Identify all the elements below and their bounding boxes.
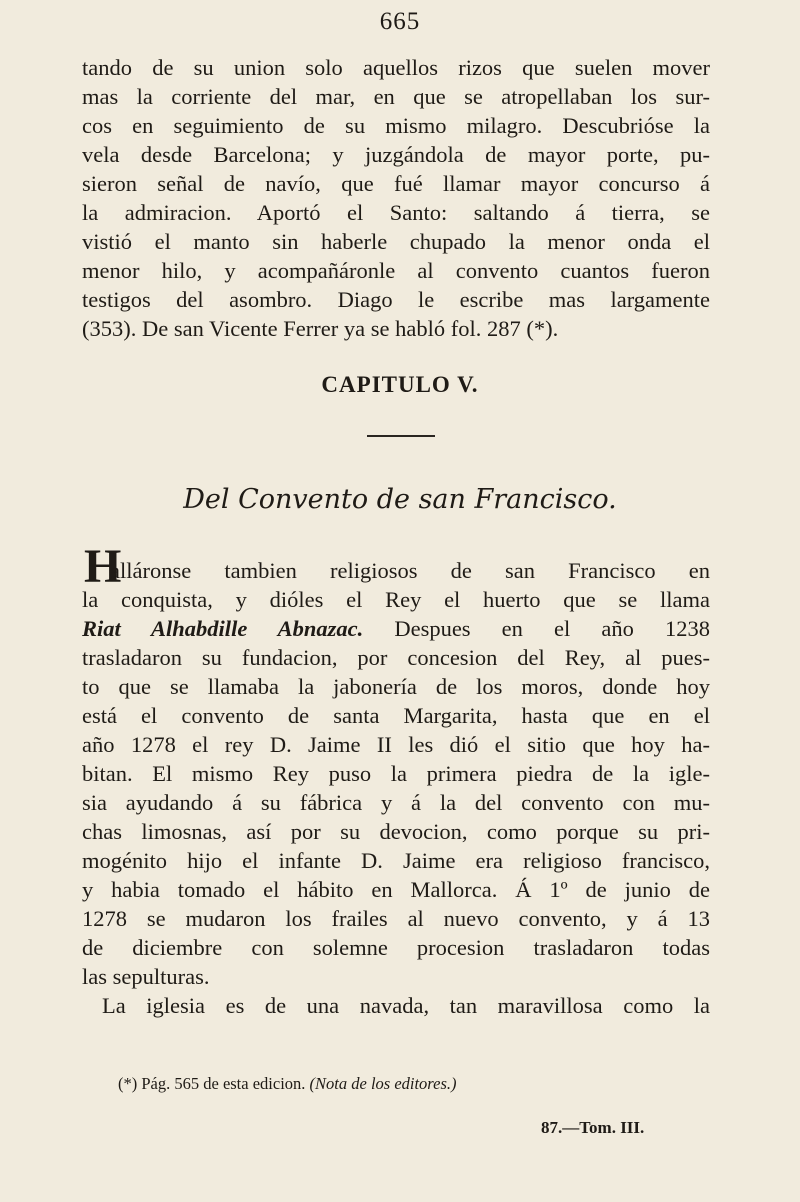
- text-line: chas limosnas, así por su devocion, como porque su pri-: [82, 819, 710, 844]
- text-line: bitan. El mismo Rey puso la primera piedra de la igle-: [82, 761, 710, 786]
- text-line: to que se llamaba la jabonería de los moros, donde hoy: [82, 674, 710, 699]
- text-line: de diciembre con solemne procesion trasladaron todas: [82, 935, 710, 960]
- text-line: trasladaron su fundacion, por concesion del Rey, al pues-: [82, 645, 710, 670]
- text-fragment: Despues en el año 1238: [363, 616, 710, 641]
- text-line: [82, 614, 710, 643]
- text-line: vela desde Barcelona; y juzgándola de mayor porte, pu-: [82, 142, 710, 167]
- text-line: año 1278 el rey D. Jaime II les dió el sitio que hoy ha-: [82, 732, 710, 757]
- text-line: alláronse tambien religiosos de san Francisco en: [110, 558, 710, 583]
- page-number: 665: [379, 8, 421, 35]
- footnote-text: (*) Pág. 565 de esta edicion.: [118, 1074, 306, 1093]
- printer-signature: 87.—Tom. III.: [541, 1118, 645, 1137]
- text-line: la conquista, y dióles el Rey el huerto que se llama: [82, 587, 710, 612]
- text-line: 1278 se mudaron los frailes al nuevo convento, y á 13: [82, 906, 710, 931]
- text-line: y habia tomado el hábito en Mallorca. Á 1º de junio de: [82, 877, 710, 902]
- text-line: la admiracion. Aportó el Santo: saltando á tierra, se: [82, 200, 710, 225]
- footnote-note: (Nota de los editores.): [309, 1074, 457, 1093]
- italic-place-name: Riat Alhabdille Abnazac.: [82, 616, 364, 641]
- text-line: menor hilo, y acompañáronle al convento cuantos fueron: [82, 258, 710, 283]
- text-line: sia ayudando á su fábrica y á la del convento con mu-: [82, 790, 710, 815]
- text-line: vistió el manto sin haberle chupado la menor onda el: [82, 229, 710, 254]
- chapter-heading: CAPITULO V.: [321, 372, 479, 397]
- text-line: sieron señal de navío, que fué llamar mayor concurso á: [82, 171, 710, 196]
- text-line: (353). De san Vicente Ferrer ya se habló fol. 287 (*).: [82, 316, 559, 341]
- drop-cap: H: [84, 540, 122, 593]
- heading-divider: [367, 435, 435, 437]
- chapter-subtitle: Del Convento de san Francisco.: [183, 484, 617, 515]
- text-line: cos en seguimiento de su mismo milagro. Descubrióse la: [82, 113, 710, 138]
- text-line: mogénito hijo el infante D. Jaime era religioso francisco,: [82, 848, 710, 873]
- text-line: tando de su union solo aquellos rizos que suelen mover: [82, 55, 710, 80]
- footnote: [118, 1074, 456, 1094]
- text-line: está el convento de santa Margarita, hasta que en el: [82, 703, 710, 728]
- text-line: testigos del asombro. Diago le escribe mas largamente: [82, 287, 710, 312]
- text-line: las sepulturas.: [82, 964, 210, 989]
- text-line: mas la corriente del mar, en que se atropellaban los sur-: [82, 84, 710, 109]
- text-line: La iglesia es de una navada, tan maravillosa como la: [102, 993, 710, 1018]
